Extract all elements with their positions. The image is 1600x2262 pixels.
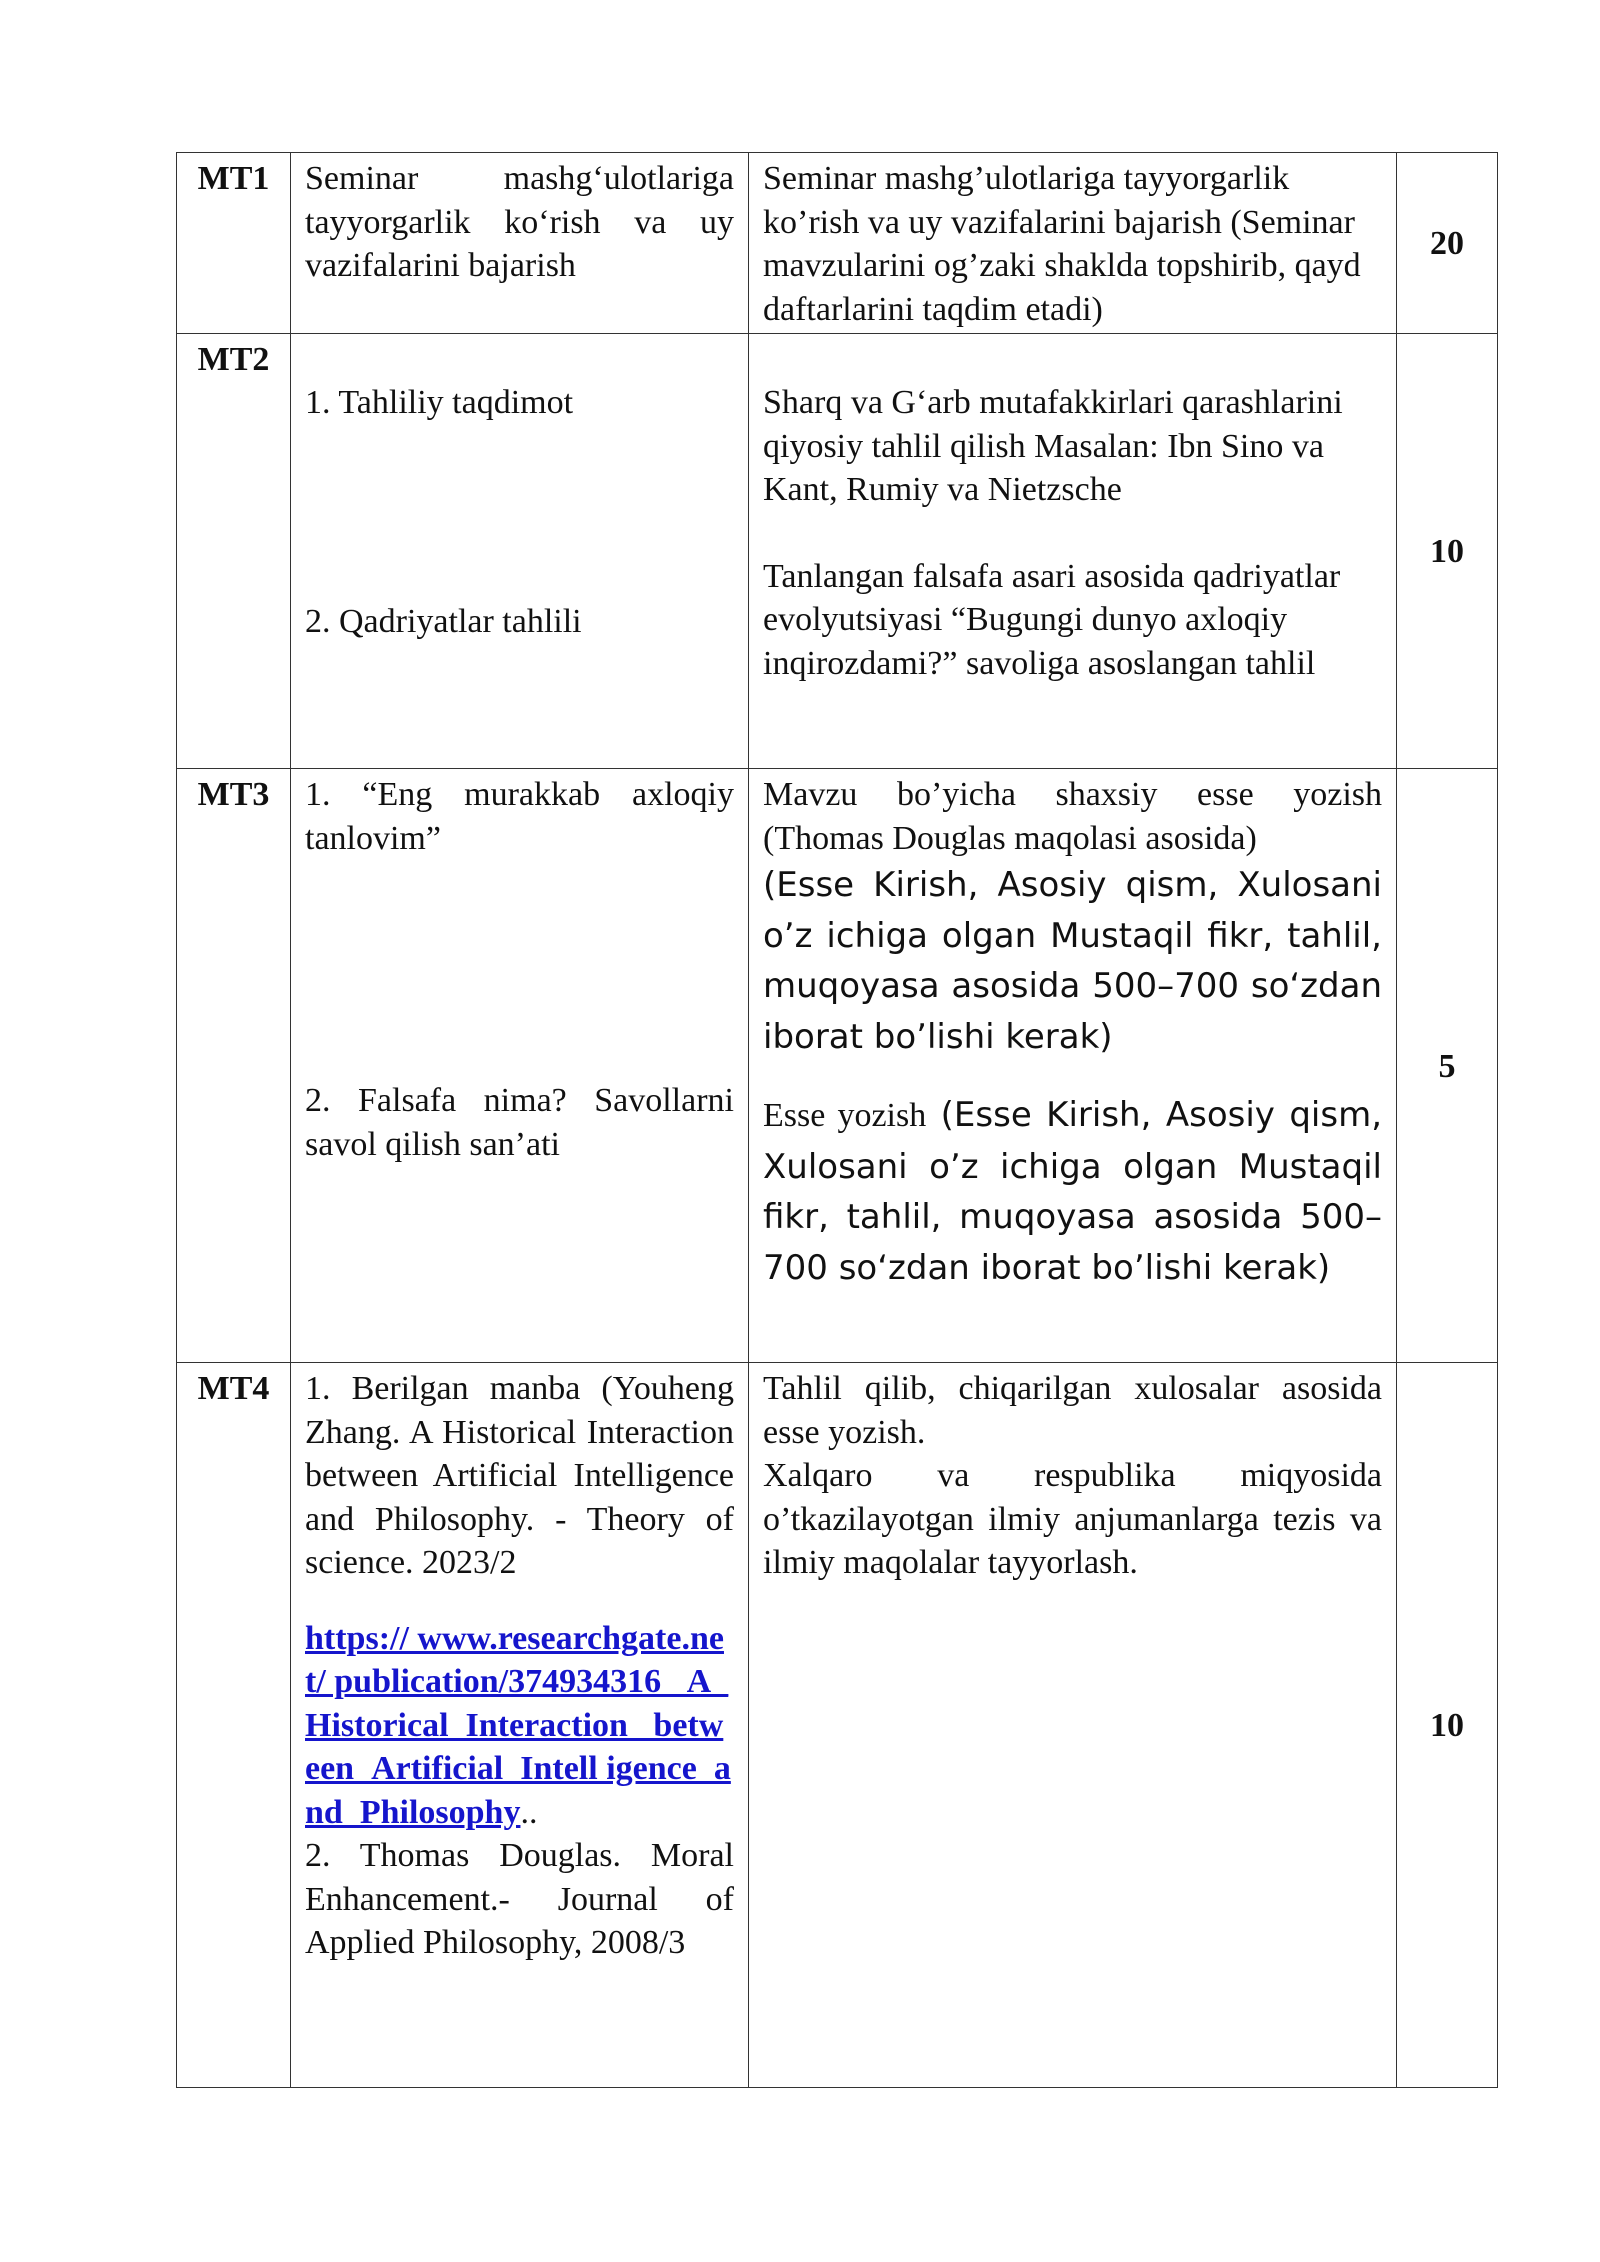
description-text: Esse yozish <box>763 1097 927 1134</box>
table-row-mt2 <box>177 334 1498 769</box>
description-item: Tahlil qilib, chiqarilgan xulosalar asosida esse yozish. <box>763 1370 1382 1451</box>
assessment-table <box>176 152 1498 2088</box>
row-id: MT3 <box>177 769 291 1363</box>
task-item: 2. Falsafa nima? Savollarni savol qilish san’ati <box>305 1082 734 1163</box>
task-cell <box>291 769 749 1363</box>
task-item: 2. Thomas Douglas. Moral Enhancement.- Journal of Applied Philosophy, 2008/3 <box>305 1837 734 1961</box>
source-link[interactable]: https:// www.researchgate.net/ publication/374934316 _A_Historical_Interaction _between_Artificial_Intell igence_and_Philosophy <box>305 1619 731 1831</box>
source-link-line <box>305 1617 734 1835</box>
score-cell: 10 <box>1397 334 1498 769</box>
description-text: Mavzu bo’yicha shaxsiy esse yozish (Thomas Douglas maqolasi asosida) <box>763 776 1382 857</box>
task-cell <box>291 1363 749 2088</box>
description-item: Tanlangan falsafa asari asosida qadriyatlar evolyutsiyasi “Bugungi dunyo axloqiy inqirozdami?” savoliga asoslangan tahlil <box>763 557 1341 682</box>
table-row-mt1 <box>177 153 1498 334</box>
table-row-mt3 <box>177 769 1498 1363</box>
row-id: MT4 <box>177 1363 291 2088</box>
task-item: 2. Qadriyatlar tahlili <box>305 602 582 640</box>
task-cell: Seminar mashg‘ulotlariga tayyorgarlik ko‘rish va uy vazifalarini bajarish <box>291 153 749 334</box>
score-cell: 5 <box>1397 769 1498 1363</box>
description-item: Sharq va G‘arb mutafakkirlari qarashlarini qiyosiy tahlil qilish Masalan: Ibn Sino va Kant, Rumiy va Nietzsche <box>763 384 1343 508</box>
description-item <box>763 1090 1382 1293</box>
description-item <box>763 773 1382 1062</box>
row-id: MT2 <box>177 334 291 769</box>
description-cell <box>749 1363 1397 2088</box>
description-note: (Esse Kirish, Asosiy qism, Xulosani o’z ichiga olgan Mustaqil fikr, tahlil, muqoyasa asosida 500–700 so‘zdan iborat bo’lishi kerak) <box>763 1095 1383 1288</box>
score-cell: 20 <box>1397 153 1498 334</box>
task-item: 1. Tahliliy taqdimot <box>305 384 574 421</box>
description-item: Xalqaro va respublika miqyosida o’tkazilayotgan ilmiy anjumanlarga tezis va ilmiy maqolalar tayyorlash. <box>763 1457 1382 1581</box>
description-cell <box>749 334 1397 769</box>
task-item: 1. “Eng murakkab axloqiy tanlovim” <box>305 776 734 857</box>
description-note: (Esse Kirish, Asosiy qism, Xulosani o’z ichiga olgan Mustaqil fikr, tahlil, muqoyasa asosida 500–700 so‘zdan iborat bo’lishi kerak) <box>763 865 1382 1057</box>
table-row-mt4 <box>177 1363 1498 2088</box>
task-item: 1. Berilgan manba (Youheng Zhang. A Historical Interaction between Artificial Intelligence and Philosophy. - Theory of science. 2023/2 <box>305 1370 734 1581</box>
row-id: MT1 <box>177 153 291 334</box>
description-cell: Seminar mashg’ulotlariga tayyorgarlik ko’rish va uy vazifalarini bajarish (Seminar mavzularini og’zaki shaklda topshirib, qayd daftarlarini taqdim etadi) <box>749 153 1397 334</box>
description-cell <box>749 769 1397 1363</box>
link-suffix: .. <box>520 1793 538 1831</box>
score-cell: 10 <box>1397 1363 1498 2088</box>
task-cell <box>291 334 749 769</box>
